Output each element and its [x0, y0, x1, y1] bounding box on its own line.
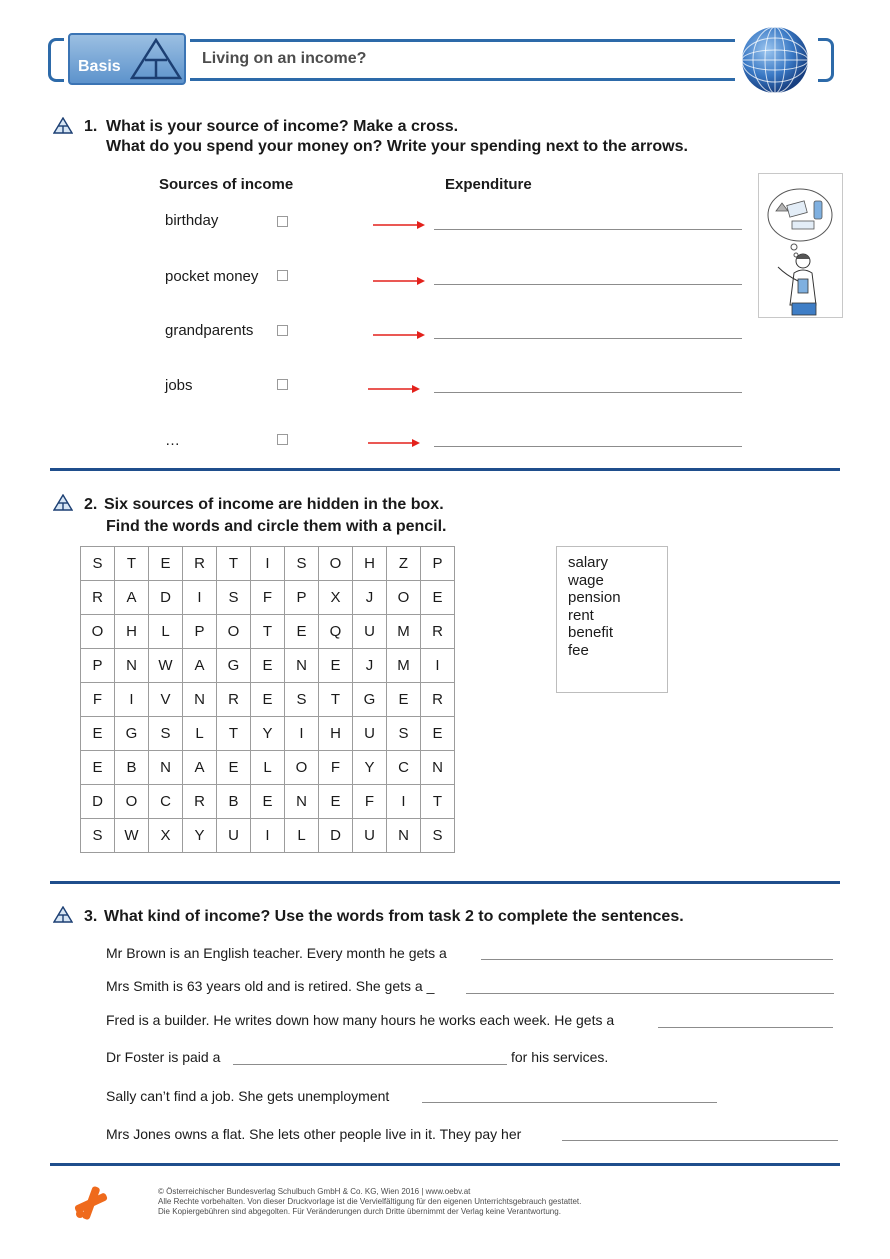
- grid-cell[interactable]: R: [183, 785, 217, 819]
- grid-cell[interactable]: S: [217, 581, 251, 615]
- grid-row: [81, 649, 455, 683]
- grid-cell[interactable]: E: [149, 547, 183, 581]
- section-divider: [50, 468, 840, 471]
- section-divider: [50, 1163, 840, 1166]
- grid-cell[interactable]: A: [115, 581, 149, 615]
- grid-cell[interactable]: U: [353, 717, 387, 751]
- grid-cell[interactable]: P: [81, 649, 115, 683]
- grid-cell[interactable]: X: [319, 581, 353, 615]
- checkbox-birthday[interactable]: [277, 216, 288, 227]
- task2-number: 2.: [84, 496, 98, 513]
- grid-cell[interactable]: S: [387, 717, 421, 751]
- footer-line-2: Alle Rechte vorbehalten. Von dieser Druckvorlage ist die Vervielfältigung für den eigenen Unterrichtsgebrauch gestattet.: [158, 1197, 582, 1206]
- grid-cell[interactable]: R: [421, 615, 455, 649]
- grid-cell[interactable]: E: [421, 581, 455, 615]
- sentence-2-blank[interactable]: [466, 993, 834, 994]
- checkbox-pocket-money[interactable]: [277, 270, 288, 281]
- expenditure-answer-line[interactable]: [434, 446, 742, 447]
- grid-cell[interactable]: Y: [183, 819, 217, 853]
- grid-cell[interactable]: H: [353, 547, 387, 581]
- grid-cell[interactable]: V: [149, 683, 183, 717]
- word-list-box: [556, 546, 668, 693]
- task2-instruction-1: Six sources of income are hidden in the box.: [104, 496, 444, 513]
- section-divider: [50, 881, 840, 884]
- header-line-bottom: [190, 78, 735, 81]
- grid-cell[interactable]: O: [387, 581, 421, 615]
- sources-heading: Sources of income: [159, 176, 294, 193]
- grid-cell[interactable]: I: [251, 547, 285, 581]
- header-bracket-left: [48, 38, 64, 82]
- grid-cell[interactable]: O: [81, 615, 115, 649]
- task3-number: 3.: [84, 908, 98, 925]
- grid-cell[interactable]: M: [387, 615, 421, 649]
- grid-cell[interactable]: Y: [353, 751, 387, 785]
- grid-cell[interactable]: Q: [319, 615, 353, 649]
- grid-row: [81, 751, 455, 785]
- grid-cell[interactable]: F: [319, 751, 353, 785]
- grid-cell[interactable]: B: [217, 785, 251, 819]
- task3-instruction: What kind of income? Use the words from task 2 to complete the sentences.: [104, 908, 684, 925]
- grid-cell[interactable]: L: [149, 615, 183, 649]
- grid-cell[interactable]: H: [319, 717, 353, 751]
- task1-instruction-1: What is your source of income? Make a cross.: [106, 118, 459, 135]
- grid-cell[interactable]: R: [81, 581, 115, 615]
- grid-cell[interactable]: O: [319, 547, 353, 581]
- footer-line-1: © Österreichischer Bundesverlag Schulbuch GmbH & Co. KG, Wien 2016 | www.oebv.at: [158, 1187, 471, 1196]
- grid-cell[interactable]: S: [421, 819, 455, 853]
- grid-cell[interactable]: T: [217, 547, 251, 581]
- level-triangle-icon: [130, 38, 182, 80]
- grid-row: [81, 547, 455, 581]
- grid-row: [81, 717, 455, 751]
- grid-cell[interactable]: S: [149, 717, 183, 751]
- source-label-grandparents: grandparents: [165, 322, 254, 339]
- grid-cell[interactable]: E: [319, 785, 353, 819]
- expenditure-answer-line[interactable]: [434, 338, 742, 339]
- grid-cell[interactable]: P: [285, 581, 319, 615]
- arrow-right-icon: [368, 437, 420, 449]
- grid-row: [81, 785, 455, 819]
- grid-cell[interactable]: L: [183, 717, 217, 751]
- task1-instruction-2: What do you spend your money on? Write your spending next to the arrows.: [106, 138, 688, 155]
- grid-cell[interactable]: G: [115, 717, 149, 751]
- expenditure-answer-line[interactable]: [434, 392, 742, 393]
- spending-girl-illustration: [758, 173, 843, 318]
- grid-cell[interactable]: S: [81, 547, 115, 581]
- sentence-4-blank[interactable]: [233, 1064, 507, 1065]
- checkbox-jobs[interactable]: [277, 379, 288, 390]
- grid-cell[interactable]: T: [251, 615, 285, 649]
- grid-cell[interactable]: M: [387, 649, 421, 683]
- grid-cell[interactable]: N: [421, 751, 455, 785]
- task3-level-icon: [53, 906, 73, 923]
- page-title: Living on an income?: [202, 50, 367, 67]
- grid-cell[interactable]: E: [81, 751, 115, 785]
- grid-cell[interactable]: U: [353, 819, 387, 853]
- word-list-item: pension: [568, 589, 621, 606]
- grid-cell[interactable]: A: [183, 751, 217, 785]
- grid-row: [81, 819, 455, 853]
- word-list-item: salary: [568, 554, 609, 571]
- grid-cell[interactable]: Z: [387, 547, 421, 581]
- sentence-5-blank[interactable]: [422, 1102, 717, 1103]
- word-list-item: fee: [568, 641, 589, 659]
- source-label-jobs: jobs: [165, 377, 193, 394]
- grid-cell[interactable]: C: [387, 751, 421, 785]
- source-label-other: …: [165, 432, 180, 449]
- grid-cell[interactable]: F: [353, 785, 387, 819]
- expenditure-answer-line[interactable]: [434, 229, 742, 230]
- grid-cell[interactable]: I: [183, 581, 217, 615]
- grid-cell[interactable]: J: [353, 649, 387, 683]
- grid-cell[interactable]: E: [319, 649, 353, 683]
- sentence-3: Fred is a builder. He writes down how many hours he works each week. He gets a: [106, 1012, 615, 1028]
- task2-instruction-2: Find the words and circle them with a pencil.: [106, 518, 447, 535]
- arrow-right-icon: [368, 383, 420, 395]
- sentence-1: Mr Brown is an English teacher. Every month he gets a: [106, 945, 447, 961]
- grid-cell[interactable]: Y: [251, 717, 285, 751]
- grid-cell[interactable]: A: [183, 649, 217, 683]
- grid-cell[interactable]: P: [183, 615, 217, 649]
- grid-row: [81, 683, 455, 717]
- grid-cell[interactable]: T: [115, 547, 149, 581]
- word-list-item: wage: [568, 571, 604, 589]
- sentence-4-start: Dr Foster is paid a: [106, 1049, 221, 1065]
- expenditure-heading: Expenditure: [445, 176, 532, 193]
- grid-cell[interactable]: E: [285, 615, 319, 649]
- task1-level-icon: [53, 117, 73, 134]
- grid-cell[interactable]: F: [251, 581, 285, 615]
- grid-cell[interactable]: D: [319, 819, 353, 853]
- grid-cell[interactable]: O: [217, 615, 251, 649]
- grid-cell[interactable]: E: [81, 717, 115, 751]
- checkbox-other[interactable]: [277, 434, 288, 445]
- grid-cell[interactable]: I: [251, 819, 285, 853]
- grid-cell[interactable]: E: [217, 751, 251, 785]
- basis-badge-label: Basis: [78, 58, 121, 75]
- grid-cell[interactable]: S: [285, 683, 319, 717]
- grid-cell[interactable]: N: [149, 751, 183, 785]
- grid-cell[interactable]: B: [115, 751, 149, 785]
- sentence-4-end: for his services.: [511, 1049, 609, 1065]
- grid-cell[interactable]: G: [217, 649, 251, 683]
- grid-cell[interactable]: I: [285, 717, 319, 751]
- sentence-6: Mrs Jones owns a flat. She lets other people live in it. They pay her: [106, 1126, 522, 1142]
- arrow-right-icon: [373, 275, 425, 287]
- arrow-right-icon: [373, 329, 425, 341]
- grid-cell[interactable]: E: [251, 683, 285, 717]
- sentence-1-blank[interactable]: [481, 959, 833, 960]
- word-search-grid[interactable]: [80, 546, 455, 853]
- grid-cell[interactable]: O: [285, 751, 319, 785]
- task1-number: 1.: [84, 118, 98, 135]
- grid-cell[interactable]: W: [149, 649, 183, 683]
- source-label-birthday: birthday: [165, 212, 219, 229]
- grid-cell[interactable]: D: [81, 785, 115, 819]
- grid-cell[interactable]: E: [387, 683, 421, 717]
- grid-cell[interactable]: W: [115, 819, 149, 853]
- grid-cell[interactable]: J: [353, 581, 387, 615]
- grid-cell[interactable]: T: [217, 717, 251, 751]
- word-list-item: rent: [568, 606, 594, 624]
- grid-cell[interactable]: E: [421, 717, 455, 751]
- word-list-item: benefit: [568, 624, 614, 641]
- sentence-6-blank[interactable]: [562, 1140, 838, 1141]
- grid-cell[interactable]: U: [353, 615, 387, 649]
- arrow-right-icon: [373, 219, 425, 231]
- copyright-footer: [158, 1187, 581, 1217]
- grid-cell[interactable]: R: [183, 547, 217, 581]
- grid-cell[interactable]: I: [115, 683, 149, 717]
- grid-cell[interactable]: O: [115, 785, 149, 819]
- grid-cell[interactable]: I: [421, 649, 455, 683]
- task2-level-icon: [53, 494, 73, 511]
- grid-cell[interactable]: F: [81, 683, 115, 717]
- sentence-2: Mrs Smith is 63 years old and is retired. She gets a _: [106, 978, 435, 994]
- footer-line-3: Die Kopiergebühren sind abgegolten. Für Veränderungen durch Dritte übernimmt der Verlag keine Verantwortung.: [158, 1207, 561, 1216]
- expenditure-answer-line[interactable]: [434, 284, 742, 285]
- grid-cell[interactable]: N: [285, 785, 319, 819]
- grid-cell[interactable]: I: [387, 785, 421, 819]
- grid-cell[interactable]: G: [353, 683, 387, 717]
- grid-row: [81, 615, 455, 649]
- grid-cell[interactable]: N: [183, 683, 217, 717]
- grid-cell[interactable]: C: [149, 785, 183, 819]
- grid-row: [81, 581, 455, 615]
- grid-cell[interactable]: L: [251, 751, 285, 785]
- grid-cell[interactable]: X: [149, 819, 183, 853]
- grid-cell[interactable]: N: [285, 649, 319, 683]
- grid-cell[interactable]: T: [319, 683, 353, 717]
- sentence-5: Sally can’t find a job. She gets unemployment: [106, 1088, 390, 1104]
- grid-cell[interactable]: T: [421, 785, 455, 819]
- grid-cell[interactable]: P: [421, 547, 455, 581]
- grid-cell[interactable]: R: [217, 683, 251, 717]
- publisher-logo-icon: [72, 1184, 110, 1222]
- grid-cell[interactable]: L: [285, 819, 319, 853]
- grid-cell[interactable]: N: [115, 649, 149, 683]
- grid-cell[interactable]: E: [251, 649, 285, 683]
- sentence-3-blank[interactable]: [658, 1027, 833, 1028]
- grid-cell[interactable]: E: [251, 785, 285, 819]
- grid-cell[interactable]: H: [115, 615, 149, 649]
- source-label-pocket-money: pocket money: [165, 268, 259, 285]
- header-bracket-right: [818, 38, 834, 82]
- globe-icon: [740, 25, 810, 95]
- grid-cell[interactable]: S: [285, 547, 319, 581]
- grid-cell[interactable]: R: [421, 683, 455, 717]
- grid-cell[interactable]: N: [387, 819, 421, 853]
- grid-cell[interactable]: U: [217, 819, 251, 853]
- checkbox-grandparents[interactable]: [277, 325, 288, 336]
- grid-cell[interactable]: S: [81, 819, 115, 853]
- grid-cell[interactable]: D: [149, 581, 183, 615]
- header-line-top: [190, 39, 735, 42]
